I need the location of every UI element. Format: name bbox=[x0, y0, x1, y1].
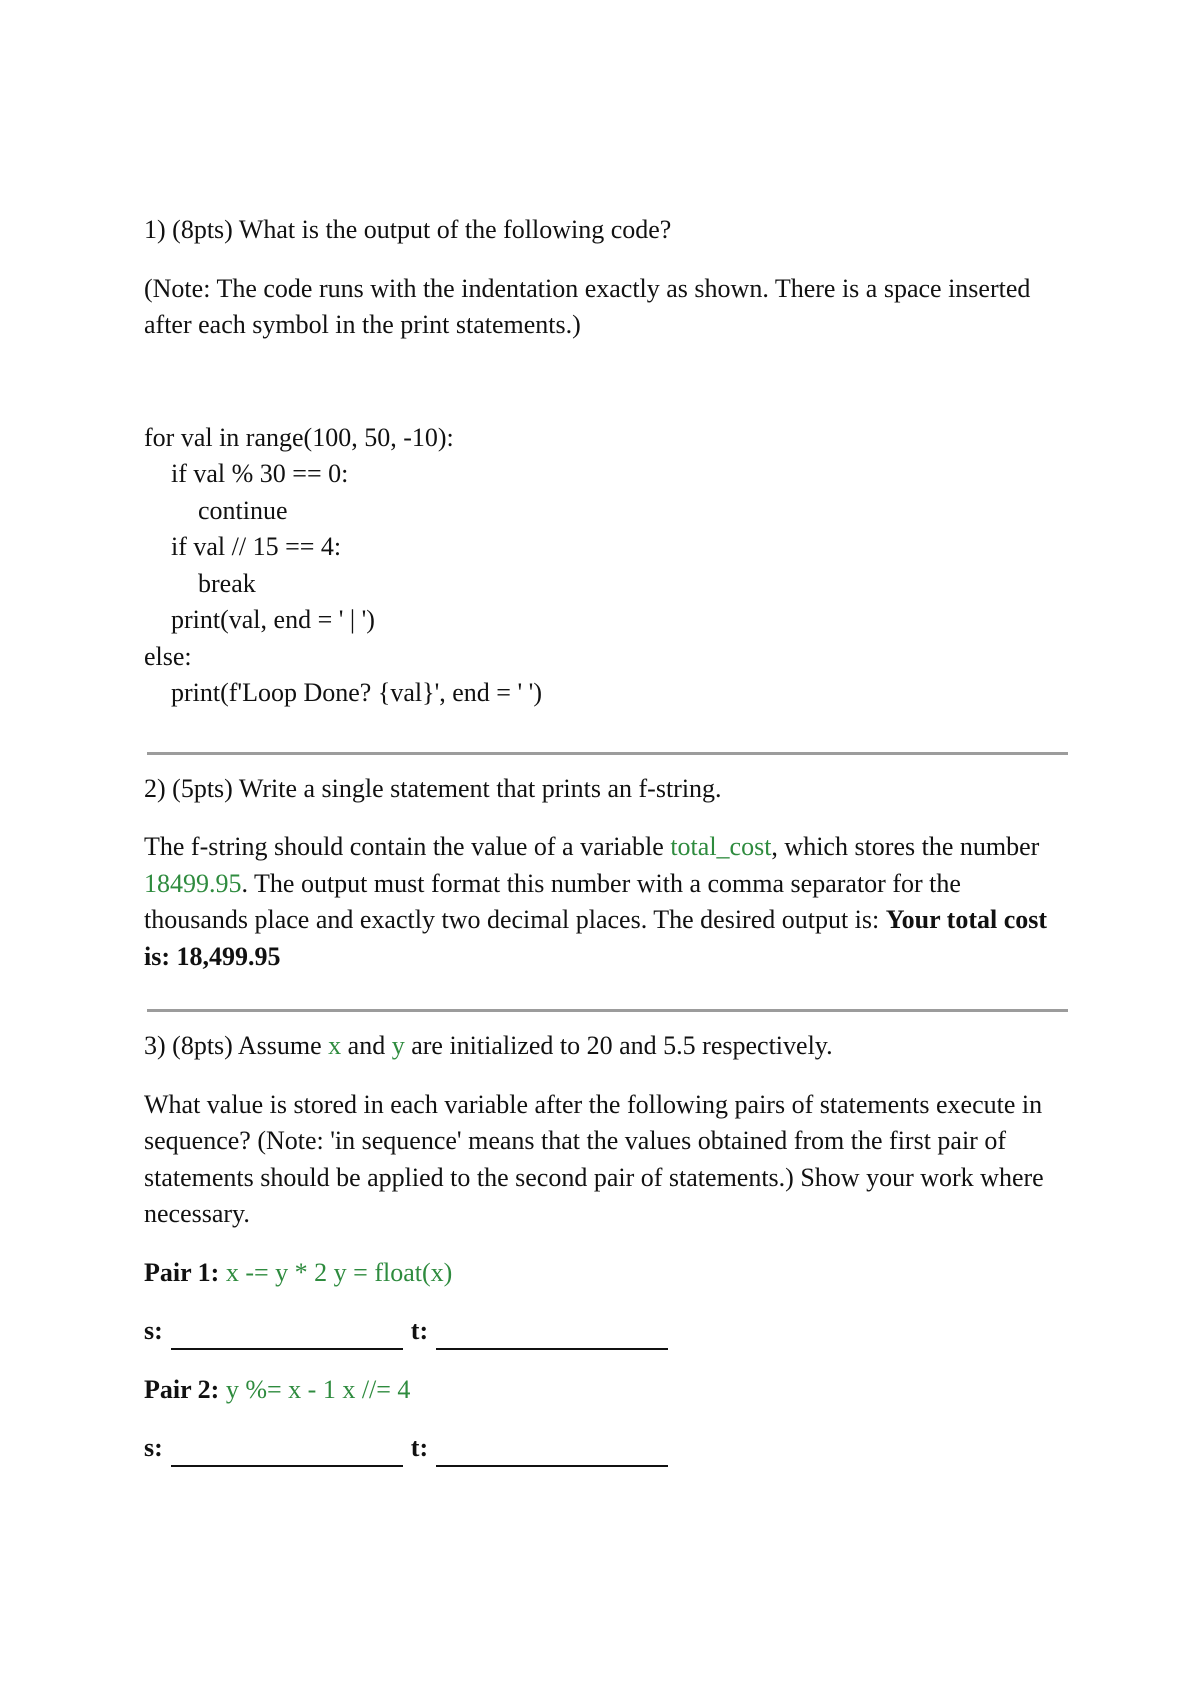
body-text: . The output must format this number with a comma separator for the thousands place and exactly two decimal places. The desired output is: bbox=[144, 868, 961, 934]
pair-2-answers bbox=[144, 1430, 1064, 1467]
code-line: print(f'Loop Done? {val}', end = ' ') bbox=[171, 678, 542, 707]
pair-1 bbox=[144, 1255, 1064, 1292]
question-3-body: What value is stored in each variable after the following pairs of statements execute in sequence? (Note: 'in sequence' means that the values obtained from the first pair of statements should be applied to the second pair of statements.) Show your work where necessary. bbox=[144, 1089, 1044, 1228]
s-label: s: bbox=[144, 1433, 163, 1462]
question-2-title: 2) (5pts) Write a single statement that prints an f-string. bbox=[144, 773, 722, 803]
section-divider bbox=[147, 752, 1068, 755]
pair-1-label: Pair 1: bbox=[144, 1257, 220, 1287]
pair-1-code: x -= y * 2 y = float(x) bbox=[225, 1257, 453, 1287]
section-divider bbox=[147, 1009, 1068, 1012]
s-answer-blank[interactable] bbox=[171, 1320, 403, 1350]
question-3-title bbox=[144, 1028, 1064, 1065]
code-line: print(val, end = ' | ') bbox=[171, 605, 375, 634]
question-1-title: 1) (8pts) What is the output of the following code? bbox=[144, 215, 672, 244]
code-line: continue bbox=[198, 495, 288, 525]
variable-name: total_cost bbox=[670, 832, 772, 861]
body-text: The f-string should contain the value of a variable bbox=[144, 832, 671, 861]
variable-x: x bbox=[328, 1031, 342, 1060]
title-text: 3) (8pts) Assume bbox=[144, 1031, 329, 1060]
desired-output: Your total cost is: 18,499.95 bbox=[144, 905, 1048, 971]
document-page bbox=[144, 212, 1064, 1467]
code-line: break bbox=[198, 568, 256, 598]
t-answer-blank[interactable] bbox=[436, 1437, 668, 1467]
code-line: for val in range(100, 50, -10): bbox=[144, 422, 454, 452]
question-2-body bbox=[144, 829, 1064, 975]
code-line: else: bbox=[144, 641, 192, 671]
title-text: are initialized to 20 and 5.5 respectively. bbox=[404, 1031, 833, 1060]
code-block bbox=[144, 420, 1064, 712]
variable-value: 18499.95 bbox=[144, 868, 242, 898]
pair-2 bbox=[144, 1372, 1064, 1409]
s-answer-blank[interactable] bbox=[171, 1437, 403, 1467]
t-answer-blank[interactable] bbox=[436, 1320, 668, 1350]
code-line: if val % 30 == 0: bbox=[171, 459, 349, 488]
t-label: t: bbox=[410, 1316, 429, 1345]
pair-2-label: Pair 2: bbox=[144, 1374, 220, 1404]
pair-1-answers bbox=[144, 1313, 1064, 1350]
variable-y: y bbox=[391, 1031, 405, 1060]
body-text: , which stores the number bbox=[771, 832, 1040, 861]
s-label: s: bbox=[144, 1316, 163, 1345]
t-label: t: bbox=[410, 1433, 429, 1462]
code-line: if val // 15 == 4: bbox=[171, 532, 342, 561]
question-1-note: (Note: The code runs with the indentation exactly as shown. There is a space inserted after each symbol in the print statements.) bbox=[144, 273, 1031, 339]
pair-2-code: y %= x - 1 x //= 4 bbox=[225, 1374, 411, 1404]
title-text: and bbox=[341, 1031, 392, 1060]
